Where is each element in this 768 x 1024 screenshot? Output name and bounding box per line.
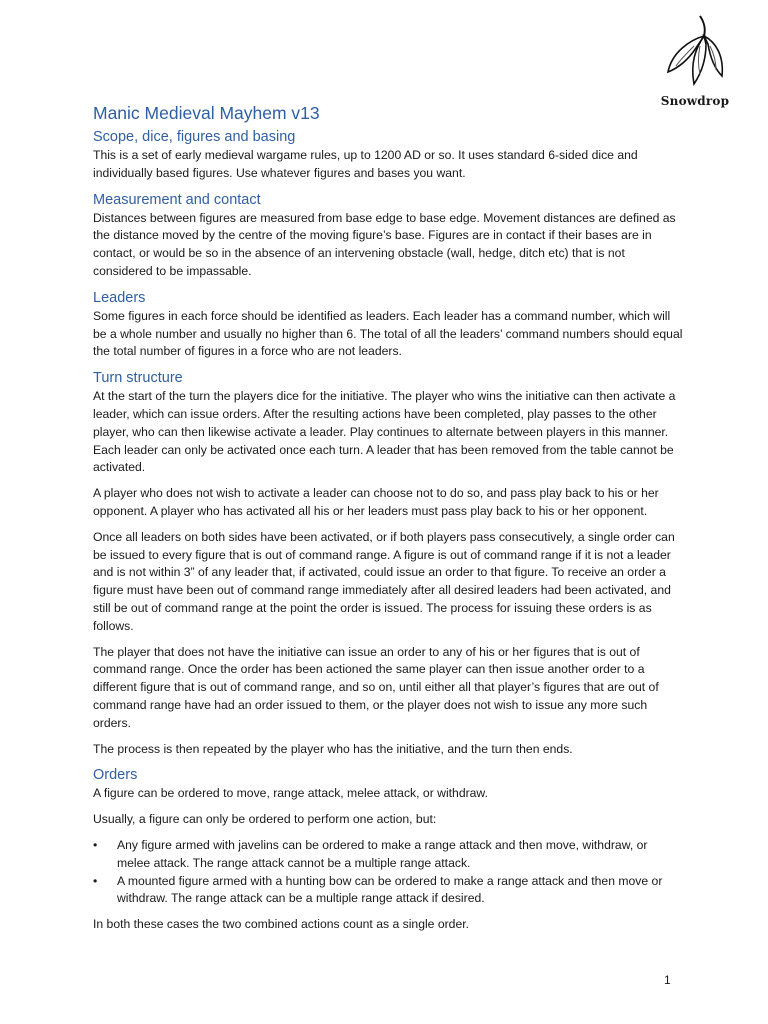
section-leaders <box>93 289 683 361</box>
paragraph: The player that does not have the initiative can issue an order to any of his or her figures that is out of command range. Once the order has been actioned the same player can then issue another order to a different figure that is out of command range, and so on, until either all that player’s figures that are out of command range have had an order issued to them, or the player does not wish to issue any more such orders. <box>93 644 659 730</box>
section-orders <box>93 766 683 934</box>
list-item-text: A mounted figure armed with a hunting bow can be ordered to make a range attack and then move or withdraw. The range attack can be a multiple range attack if desired. <box>117 873 663 906</box>
paragraph: This is a set of early medieval wargame rules, up to 1200 AD or so. It uses standard 6-sided dice and individually based figures. Use whatever figures and bases you want. <box>93 148 638 180</box>
list-item <box>93 837 683 873</box>
paragraph: Distances between figures are measured from base edge to base edge. Movement distances are defined as the distance moved by the centre of the moving figure’s base. Figures are in contact if their bases are in contact, or would be so in the absence of an intervening obstacle (wall, hedge, ditch etc) that is not considered to be impassable. <box>93 210 676 278</box>
document-title: Manic Medieval Mayhem v13 <box>93 103 320 123</box>
section-scope <box>93 128 683 183</box>
bullet-marker: • <box>93 837 98 852</box>
document-body <box>93 102 683 942</box>
snowdrop-flower-icon <box>660 14 730 96</box>
paragraph: Once all leaders on both sides have been activated, or if both players pass consecutively, a single order can be issued to every figure that is out of command range. A figure is out of command range if it is not a leader and is not within 3” of any leader that, if activated, could issue an order to that figure. To receive an order a figure must have been out of command range immediately after all desired leaders had been activated, and still be out of command range at the point the order is issued. The process for issuing these orders is as follows. <box>93 529 675 633</box>
section-heading: Orders <box>93 767 138 784</box>
section-heading: Scope, dice, figures and basing <box>93 129 296 145</box>
section-heading: Turn structure <box>93 370 183 387</box>
section-measurement <box>93 191 683 281</box>
snowdrop-logo <box>660 14 730 114</box>
section-heading: Measurement and contact <box>93 191 261 208</box>
list-item-text: Any figure armed with javelins can be ordered to make a range attack and then move, withdraw, or melee attack. The range attack cannot be a multiple range attack. <box>117 837 648 870</box>
section-turn-structure <box>93 369 683 758</box>
paragraph: Usually, a figure can only be ordered to perform one action, but: <box>93 812 437 827</box>
paragraph: A player who does not wish to activate a leader can choose not to do so, and pass play back to his or her opponent. A player who has activated all his or her leaders must pass play back to his or her opponent. <box>93 486 659 518</box>
paragraph: Some figures in each force should be identified as leaders. Each leader has a command number, which will be a whole number and usually no higher than 6. The total of all the leaders’ command numbers should equal the total number of figures in a force who are not leaders. <box>93 308 683 359</box>
logo-text: Snowdrop <box>660 94 730 108</box>
paragraph: The process is then repeated by the player who has the initiative, and the turn then ends. <box>93 741 573 756</box>
paragraph: At the start of the turn the players dice for the initiative. The player who wins the initiative can then activate a leader, which can issue orders. After the resulting actions have been completed, play passes to the other player, who can then likewise activate a leader. Play continues to alternate between players in this manner. Each leader can only be activated once each turn. A leader that has been removed from the table cannot be activated. <box>93 389 676 475</box>
paragraph: A figure can be ordered to move, range attack, melee attack, or withdraw. <box>93 786 488 801</box>
bullet-marker: • <box>93 873 98 888</box>
list-item <box>93 873 683 909</box>
bullet-list <box>93 837 683 908</box>
section-heading: Leaders <box>93 289 146 306</box>
page-number: 1 <box>664 973 671 987</box>
paragraph: In both these cases the two combined actions count as a single order. <box>93 917 470 932</box>
